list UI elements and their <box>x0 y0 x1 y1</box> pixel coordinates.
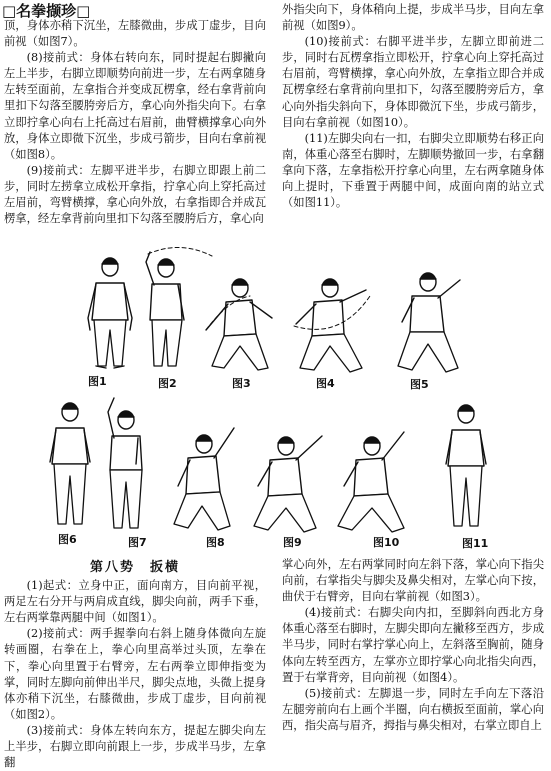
right-bottom-column <box>282 557 544 734</box>
paragraph: 外指尖向下，身体稍向上提，步成半马步，目向左拿前视（如图9）。 <box>282 3 544 33</box>
paragraph: 顶，身体亦稍下沉坐，左膝微曲，步成丁虚步，目向前视（如图7）。 <box>4 19 266 49</box>
figure-caption: 图4 <box>316 377 335 390</box>
paragraph: (8)接前式：身体右转向东，同时提起右脚撇向左上半步，右脚立即顺势向前进一步，左右两拿随身左转至面前，左拿指合并变成瓦楞拿，经右拿背前向里扣下勾落至腰胯旁后方，拿心向外指尖向下。右拿立即拧拿心向右上托高过右眉前，曲臂横撑拿心向外放，身体立即微下沉坐，步成弓箭步，目向右拿前视（如图8）。 <box>4 51 266 161</box>
paragraph: (3)接前式：身体左转向东方，提起左脚尖向左上半步，右脚立即向前跟上一步，步成半马步，左拿翻 <box>4 723 266 770</box>
paragraph: (2)接前式：两手握拳向右斜上随身体微向左旋转画圈，右拳在上，拳心向里高举过头顶，左拳在下，拳心向里置于右臂旁，左右两拳立即伸指变为掌，同时左脚向前伸出半尺，脚尖点地，头微上提身体亦稍下沉坐，右膝微曲，步成丁虚步，目向前视（如图2）。 <box>4 627 266 721</box>
right-top-column <box>282 2 544 211</box>
paragraph: (9)接前式：左脚平进半步，右脚立即跟上前二步，同时左捞拿立成松开拿指，拧拿心向上穿托高过左眉前，弯臂横撑，拿心向外放，右拿指即合并成瓦楞拿，经左拿背前向里扣下勾落至腰胯后方，拿心向 <box>4 163 266 226</box>
figure-caption: 图10 <box>373 536 400 549</box>
column-header: □名拳撷珍□ <box>2 2 91 20</box>
figure-6-illustration <box>50 403 90 524</box>
figure-4-illustration <box>294 279 370 372</box>
paragraph: (11)左脚尖向右一扣，右脚尖立即顺势右移正向南，体重心落至右脚时，左脚顺势撤回一步，右拿翻拿向下落，左拿指松开拧拿心向里，左右两拿随身体向上提时，下垂置于两腿中间，成面向南的站立式（如图11）。 <box>282 131 544 210</box>
paragraph: (10)接前式：右脚平进半步，左脚立即前进二步，同时右瓦楞拿指立即松开，拧拿心向上穿托高过右眉前，弯臂横撑，拿心向外放，左拿指立即合并成瓦楞拿经右拿背前向里扣下，勾落至腰胯旁后方，拿心向外指尖斜向下，身体即微沉下坐，步成弓箭步，目向右拿前视（如图10）。 <box>282 35 544 129</box>
figure-caption: 图9 <box>283 536 302 549</box>
figure-caption: 图11 <box>462 537 489 550</box>
figure-3-illustration <box>206 279 272 370</box>
figure-8-illustration <box>174 428 234 530</box>
figure-1-illustration <box>88 258 132 368</box>
figure-5-illustration <box>398 273 460 372</box>
figure-9-illustration <box>254 436 322 532</box>
paragraph: (5)接前式：左脚退一步，同时左手向左下落沿左腿旁前向右上画个半圈，向右横扳至面前，掌心向西，指尖高与眉齐，拇指与鼻尖相对，右掌立即自上 <box>282 686 544 732</box>
figure-caption: 图3 <box>232 377 251 390</box>
figure-caption: 图2 <box>158 377 177 390</box>
left-top-column <box>4 18 266 227</box>
paragraph: (4)接前式：右脚尖向内扣，至脚斜向西北方身体重心落至右脚时，左脚尖即向左撇移至西方，步成半马步，同时右掌拧掌心向上，左斜落至胸前，随身体向左转至西方，左掌亦立即拧掌心向北指尖向西，置于右掌背旁，目向前视（如图4）。 <box>282 606 544 684</box>
section-title: 第八势 扳横 <box>89 560 180 575</box>
figure-7-illustration <box>108 398 142 528</box>
paragraph: (1)起式：立身中正，面向南方，目向前平视，两足左右分开与两肩成直线，脚尖向前，两手下垂，左右两掌靠两腿中间（如图1）。 <box>4 579 266 625</box>
figure-caption: 图6 <box>58 533 77 546</box>
figure-caption: 图1 <box>88 375 107 388</box>
figure-caption: 图7 <box>128 536 147 549</box>
left-bottom-column <box>4 560 266 771</box>
figure-11-illustration <box>446 405 486 526</box>
figure-caption: 图8 <box>206 536 225 549</box>
figure-caption: 图5 <box>410 378 429 391</box>
figure-2-illustration <box>146 247 212 366</box>
figure-10-illustration <box>338 432 404 532</box>
paragraph: 掌心向外，左右两掌同时向左斜下落，掌心向下指尖向前，右掌指尖与脚尖及鼻尖相对，左掌心向下按，曲伏于右臂旁，目向右掌前视（如图3）。 <box>282 558 544 604</box>
